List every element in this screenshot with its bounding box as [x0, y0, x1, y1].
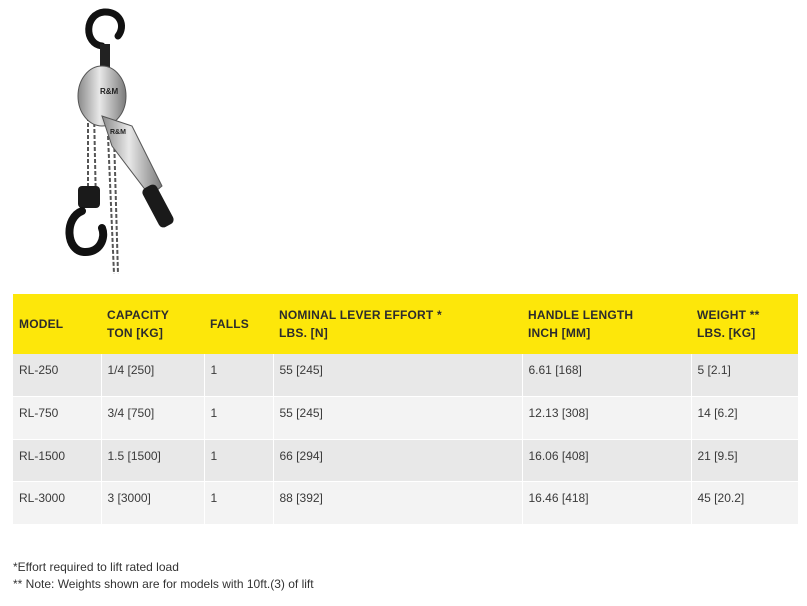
cell-capacity: 1.5 [1500] — [101, 439, 204, 482]
header-capacity: CAPACITY TON [KG] — [101, 294, 204, 354]
cell-weight: 45 [20.2] — [691, 482, 798, 525]
cell-falls: 1 — [204, 439, 273, 482]
header-handle-length: HANDLE LENGTH INCH [MM] — [522, 294, 691, 354]
cell-lever-effort: 66 [294] — [273, 439, 522, 482]
table-row — [13, 354, 798, 397]
table-row — [13, 439, 798, 482]
table-row — [13, 397, 798, 440]
svg-text:R&M: R&M — [110, 129, 126, 136]
cell-handle-length: 12.13 [308] — [522, 397, 691, 440]
cell-handle-length: 16.06 [408] — [522, 439, 691, 482]
cell-weight: 21 [9.5] — [691, 439, 798, 482]
cell-falls: 1 — [204, 397, 273, 440]
footnote-effort: *Effort required to lift rated load — [13, 560, 179, 574]
cell-lever-effort: 88 [392] — [273, 482, 522, 525]
header-falls: FALLS — [204, 294, 273, 354]
cell-capacity: 3/4 [750] — [101, 397, 204, 440]
table-row — [13, 482, 798, 525]
cell-weight: 5 [2.1] — [691, 354, 798, 397]
cell-falls: 1 — [204, 482, 273, 525]
spec-table — [13, 294, 799, 525]
brand-logo: R&M — [100, 87, 119, 96]
cell-handle-length: 16.46 [418] — [522, 482, 691, 525]
header-model: MODEL — [13, 294, 101, 354]
header-weight: WEIGHT ** LBS. [KG] — [691, 294, 798, 354]
table-header-row — [13, 294, 798, 354]
footnotes — [13, 559, 314, 593]
cell-model: RL-3000 — [13, 482, 101, 525]
cell-falls: 1 — [204, 354, 273, 397]
cell-weight: 14 [6.2] — [691, 397, 798, 440]
cell-lever-effort: 55 [245] — [273, 354, 522, 397]
cell-capacity: 3 [3000] — [101, 482, 204, 525]
lever-hoist-image — [62, 6, 192, 276]
cell-model: RL-250 — [13, 354, 101, 397]
cell-model: RL-750 — [13, 397, 101, 440]
cell-model: RL-1500 — [13, 439, 101, 482]
cell-handle-length: 6.61 [168] — [522, 354, 691, 397]
cell-capacity: 1/4 [250] — [101, 354, 204, 397]
footnote-weight: ** Note: Weights shown are for models with 10ft.(3) of lift — [13, 577, 314, 591]
header-lever-effort: NOMINAL LEVER EFFORT * LBS. [N] — [273, 294, 522, 354]
cell-lever-effort: 55 [245] — [273, 397, 522, 440]
